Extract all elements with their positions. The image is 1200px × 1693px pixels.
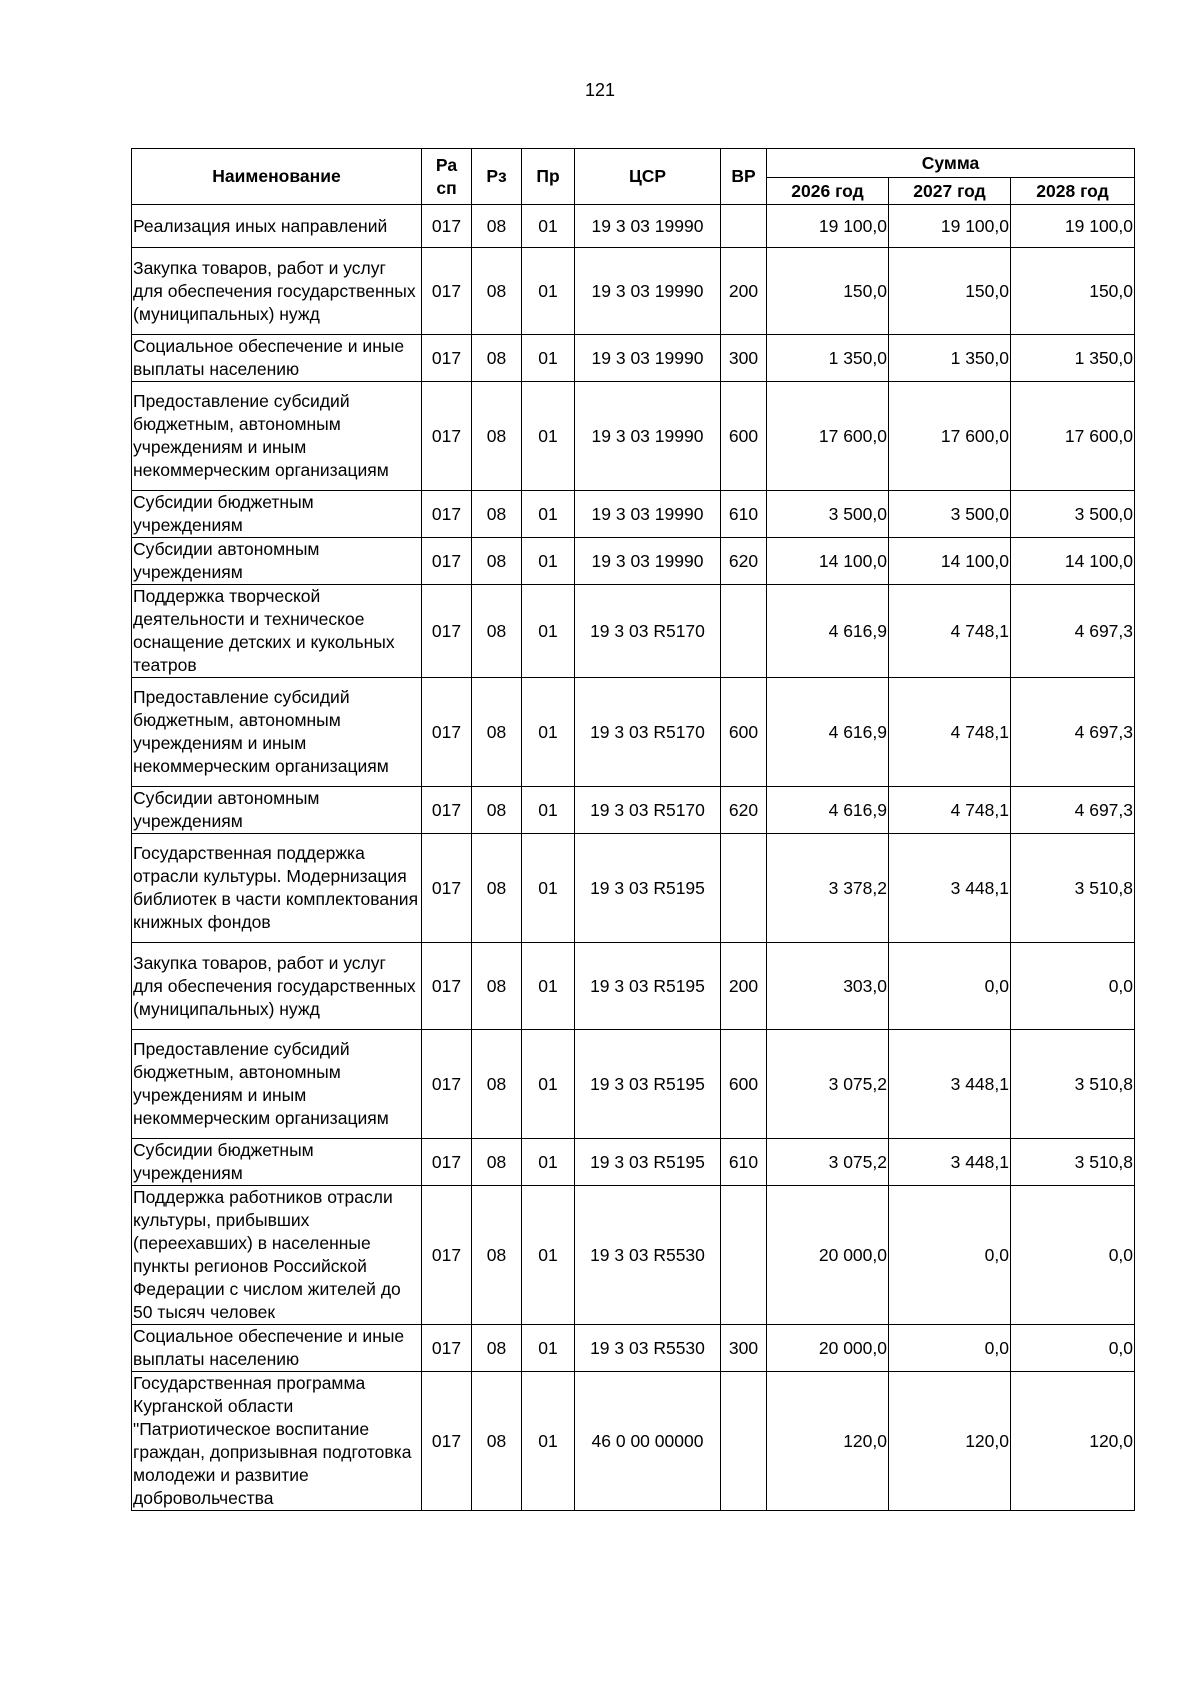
cell-pr: 01 (522, 248, 575, 335)
table-row (132, 834, 1135, 943)
cell-2027: 150,0 (889, 248, 1011, 335)
table-row (132, 1325, 1135, 1372)
cell-vr: 600 (721, 678, 767, 787)
cell-pr: 01 (522, 335, 575, 382)
cell-rz: 08 (472, 1372, 522, 1511)
cell-vr: 600 (721, 1030, 767, 1139)
cell-csr: 19 3 03 19990 (575, 491, 721, 538)
cell-2028: 1 350,0 (1011, 335, 1135, 382)
cell-2026: 4 616,9 (767, 787, 889, 834)
cell-2026: 3 500,0 (767, 491, 889, 538)
cell-2026: 120,0 (767, 1372, 889, 1511)
cell-vr (721, 1186, 767, 1325)
cell-2027: 3 500,0 (889, 491, 1011, 538)
cell-rasp: 017 (422, 335, 472, 382)
table-row (132, 491, 1135, 538)
cell-rz: 08 (472, 585, 522, 678)
cell-2027: 14 100,0 (889, 538, 1011, 585)
header-name: Наименование (132, 149, 422, 205)
cell-2027: 3 448,1 (889, 1030, 1011, 1139)
cell-name: Социальное обеспечение и иные выплаты населению (132, 335, 422, 382)
cell-rz: 08 (472, 205, 522, 248)
cell-name: Предоставление субсидий бюджетным, автономным учреждениям и иным некоммерческим организациям (132, 678, 422, 787)
cell-2027: 3 448,1 (889, 1139, 1011, 1186)
cell-2028: 19 100,0 (1011, 205, 1135, 248)
cell-pr: 01 (522, 787, 575, 834)
cell-2026: 1 350,0 (767, 335, 889, 382)
cell-rasp: 017 (422, 491, 472, 538)
cell-rz: 08 (472, 943, 522, 1030)
cell-rasp: 017 (422, 1325, 472, 1372)
header-sum: Сумма (767, 149, 1135, 178)
cell-csr: 19 3 03 R5170 (575, 787, 721, 834)
cell-vr: 300 (721, 1325, 767, 1372)
cell-rz: 08 (472, 335, 522, 382)
table-row (132, 538, 1135, 585)
cell-vr (721, 585, 767, 678)
cell-rasp: 017 (422, 1372, 472, 1511)
table-body (132, 205, 1135, 1511)
cell-rz: 08 (472, 1325, 522, 1372)
cell-pr: 01 (522, 491, 575, 538)
cell-csr: 19 3 03 19990 (575, 335, 721, 382)
cell-2027: 0,0 (889, 1186, 1011, 1325)
cell-csr: 19 3 03 R5195 (575, 1139, 721, 1186)
cell-2027: 0,0 (889, 943, 1011, 1030)
cell-name: Поддержка творческой деятельности и техническое оснащение детских и кукольных театров (132, 585, 422, 678)
cell-2026: 4 616,9 (767, 585, 889, 678)
cell-2028: 4 697,3 (1011, 585, 1135, 678)
page-number: 121 (584, 80, 616, 100)
header-2027: 2027 год (889, 178, 1011, 205)
table-row (132, 1186, 1135, 1325)
cell-rasp: 017 (422, 248, 472, 335)
cell-2026: 303,0 (767, 943, 889, 1030)
cell-2028: 120,0 (1011, 1372, 1135, 1511)
cell-2028: 4 697,3 (1011, 787, 1135, 834)
cell-vr (721, 205, 767, 248)
header-rasp-line2: сп (436, 177, 457, 198)
cell-csr: 19 3 03 19990 (575, 248, 721, 335)
cell-pr: 01 (522, 1186, 575, 1325)
cell-2026: 3 075,2 (767, 1139, 889, 1186)
cell-rasp: 017 (422, 943, 472, 1030)
budget-table (131, 148, 1135, 1511)
table-row (132, 248, 1135, 335)
cell-csr: 19 3 03 R5195 (575, 1030, 721, 1139)
cell-vr: 610 (721, 1139, 767, 1186)
table-row (132, 678, 1135, 787)
cell-2028: 0,0 (1011, 943, 1135, 1030)
cell-rz: 08 (472, 1030, 522, 1139)
cell-2026: 150,0 (767, 248, 889, 335)
cell-2028: 17 600,0 (1011, 382, 1135, 491)
cell-2026: 3 075,2 (767, 1030, 889, 1139)
cell-rasp: 017 (422, 205, 472, 248)
cell-rasp: 017 (422, 834, 472, 943)
cell-pr: 01 (522, 205, 575, 248)
cell-2026: 20 000,0 (767, 1325, 889, 1372)
header-2028: 2028 год (1011, 178, 1135, 205)
header-rasp (422, 149, 472, 205)
table-row (132, 787, 1135, 834)
cell-csr: 46 0 00 00000 (575, 1372, 721, 1511)
cell-vr: 200 (721, 943, 767, 1030)
cell-rz: 08 (472, 248, 522, 335)
cell-csr: 19 3 03 R5170 (575, 585, 721, 678)
header-rz: Рз (472, 149, 522, 205)
table-row (132, 205, 1135, 248)
cell-2026: 17 600,0 (767, 382, 889, 491)
cell-name: Поддержка работников отрасли культуры, прибывших (переехавших) в населенные пункты регионов Российской Федерации с числом жителей до 50 тысяч человек (132, 1186, 422, 1325)
cell-vr: 300 (721, 335, 767, 382)
cell-2028: 0,0 (1011, 1186, 1135, 1325)
cell-name: Закупка товаров, работ и услуг для обеспечения государственных (муниципальных) нужд (132, 943, 422, 1030)
cell-name: Закупка товаров, работ и услуг для обеспечения государственных (муниципальных) нужд (132, 248, 422, 335)
cell-2027: 17 600,0 (889, 382, 1011, 491)
table-row (132, 585, 1135, 678)
cell-pr: 01 (522, 538, 575, 585)
cell-name: Государственная поддержка отрасли культуры. Модернизация библиотек в части комплектования книжных фондов (132, 834, 422, 943)
cell-2028: 3 510,8 (1011, 834, 1135, 943)
cell-rz: 08 (472, 1186, 522, 1325)
header-csr: ЦСР (575, 149, 721, 205)
cell-rasp: 017 (422, 787, 472, 834)
cell-2027: 4 748,1 (889, 585, 1011, 678)
cell-vr: 200 (721, 248, 767, 335)
cell-2026: 3 378,2 (767, 834, 889, 943)
cell-rz: 08 (472, 538, 522, 585)
cell-2028: 4 697,3 (1011, 678, 1135, 787)
cell-csr: 19 3 03 19990 (575, 538, 721, 585)
cell-2028: 14 100,0 (1011, 538, 1135, 585)
cell-2028: 3 510,8 (1011, 1139, 1135, 1186)
cell-2027: 1 350,0 (889, 335, 1011, 382)
cell-vr: 620 (721, 787, 767, 834)
cell-pr: 01 (522, 1030, 575, 1139)
cell-name: Субсидии автономным учреждениям (132, 538, 422, 585)
header-2026: 2026 год (767, 178, 889, 205)
cell-rasp: 017 (422, 538, 472, 585)
header-pr: Пр (522, 149, 575, 205)
table-row (132, 943, 1135, 1030)
cell-pr: 01 (522, 382, 575, 491)
cell-vr: 610 (721, 491, 767, 538)
cell-name: Субсидии бюджетным учреждениям (132, 1139, 422, 1186)
table-row (132, 382, 1135, 491)
cell-pr: 01 (522, 1139, 575, 1186)
header-vr: ВР (721, 149, 767, 205)
cell-name: Государственная программа Курганской области "Патриотическое воспитание граждан, допризывная подготовка молодежи и развитие добровольчества (132, 1372, 422, 1511)
cell-csr: 19 3 03 R5530 (575, 1186, 721, 1325)
cell-pr: 01 (522, 943, 575, 1030)
cell-rz: 08 (472, 678, 522, 787)
cell-2028: 150,0 (1011, 248, 1135, 335)
cell-pr: 01 (522, 585, 575, 678)
cell-csr: 19 3 03 R5170 (575, 678, 721, 787)
cell-2026: 4 616,9 (767, 678, 889, 787)
cell-2027: 0,0 (889, 1325, 1011, 1372)
cell-2027: 4 748,1 (889, 787, 1011, 834)
cell-2026: 20 000,0 (767, 1186, 889, 1325)
cell-name: Реализация иных направлений (132, 205, 422, 248)
cell-rasp: 017 (422, 585, 472, 678)
cell-rz: 08 (472, 491, 522, 538)
cell-rasp: 017 (422, 678, 472, 787)
cell-name: Субсидии автономным учреждениям (132, 787, 422, 834)
cell-rz: 08 (472, 382, 522, 491)
cell-vr: 600 (721, 382, 767, 491)
cell-vr (721, 834, 767, 943)
cell-pr: 01 (522, 1325, 575, 1372)
cell-rz: 08 (472, 834, 522, 943)
cell-rasp: 017 (422, 1186, 472, 1325)
cell-csr: 19 3 03 19990 (575, 382, 721, 491)
cell-rasp: 017 (422, 1030, 472, 1139)
cell-pr: 01 (522, 678, 575, 787)
cell-rasp: 017 (422, 1139, 472, 1186)
cell-2027: 19 100,0 (889, 205, 1011, 248)
cell-csr: 19 3 03 R5195 (575, 943, 721, 1030)
cell-rz: 08 (472, 787, 522, 834)
table-row (132, 1372, 1135, 1511)
cell-csr: 19 3 03 R5195 (575, 834, 721, 943)
cell-2028: 3 500,0 (1011, 491, 1135, 538)
cell-vr (721, 1372, 767, 1511)
cell-pr: 01 (522, 1372, 575, 1511)
cell-csr: 19 3 03 19990 (575, 205, 721, 248)
cell-2026: 14 100,0 (767, 538, 889, 585)
cell-name: Социальное обеспечение и иные выплаты населению (132, 1325, 422, 1372)
cell-pr: 01 (522, 834, 575, 943)
cell-2026: 19 100,0 (767, 205, 889, 248)
cell-2028: 3 510,8 (1011, 1030, 1135, 1139)
header-rasp-line1: Ра (435, 154, 458, 175)
cell-2027: 120,0 (889, 1372, 1011, 1511)
cell-2027: 4 748,1 (889, 678, 1011, 787)
table-header (132, 149, 1135, 205)
cell-csr: 19 3 03 R5530 (575, 1325, 721, 1372)
cell-name: Субсидии бюджетным учреждениям (132, 491, 422, 538)
cell-name: Предоставление субсидий бюджетным, автономным учреждениям и иным некоммерческим организациям (132, 1030, 422, 1139)
table-row (132, 1030, 1135, 1139)
table-row (132, 335, 1135, 382)
cell-name: Предоставление субсидий бюджетным, автономным учреждениям и иным некоммерческим организациям (132, 382, 422, 491)
cell-rasp: 017 (422, 382, 472, 491)
cell-2028: 0,0 (1011, 1325, 1135, 1372)
cell-vr: 620 (721, 538, 767, 585)
cell-rz: 08 (472, 1139, 522, 1186)
cell-2027: 3 448,1 (889, 834, 1011, 943)
table-row (132, 1139, 1135, 1186)
